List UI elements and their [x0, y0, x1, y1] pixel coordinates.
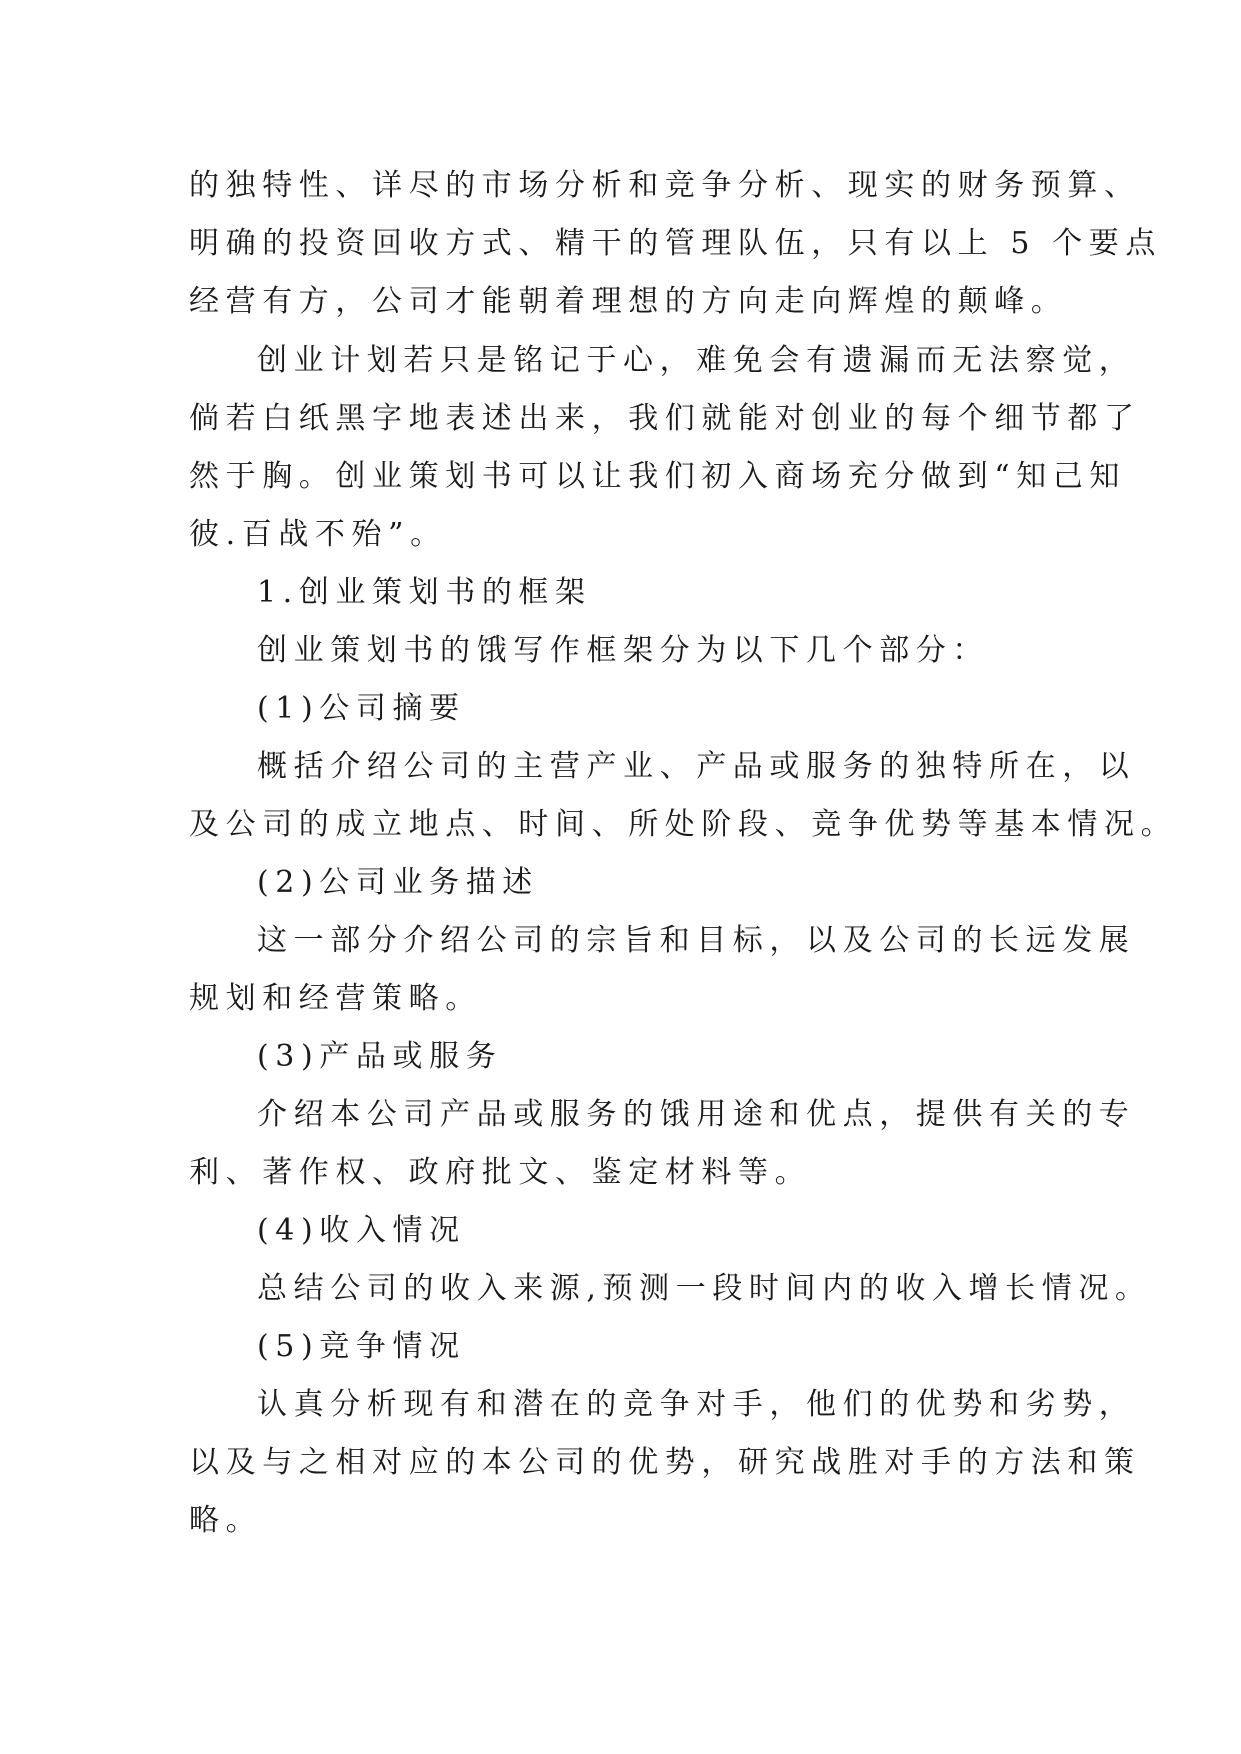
- text-line: 彼.百战不殆”。: [189, 517, 447, 552]
- text-line: 略。: [189, 1503, 263, 1538]
- text-line: 经营有方，公司才能朝着理想的方向走向辉煌的颠峰。: [189, 284, 1068, 319]
- text-line: 然于胸。创业策划书可以让我们初入商场充分做到“知己知: [189, 459, 1126, 494]
- subsection-heading: (2)公司业务描述: [257, 865, 539, 900]
- paragraph-start-line: 认真分析现有和潜在的竞争对手，他们的优势和劣势，: [257, 1387, 1136, 1422]
- subsection-heading: (4)收入情况: [257, 1213, 466, 1248]
- paragraph-start-line: 介绍本公司产品或服务的饿用途和优点，提供有关的专: [257, 1097, 1136, 1132]
- text-line: 以及与之相对应的本公司的优势，研究战胜对手的方法和策: [189, 1445, 1141, 1480]
- subsection-heading: (5)竞争情况: [257, 1329, 466, 1364]
- paragraph-start-line: 创业策划书的饿写作框架分为以下几个部分：: [257, 633, 989, 668]
- text-line: 明确的投资回收方式、精干的管理队伍，只有以上 5 个要点: [189, 226, 1162, 261]
- text-line: 的独特性、详尽的市场分析和竞争分析、现实的财务预算、: [189, 168, 1141, 203]
- text-line: 规划和经营策略。: [189, 981, 482, 1016]
- paragraph-start-line: 概括介绍公司的主营产业、产品或服务的独特所在，以: [257, 749, 1136, 784]
- paragraph-start-line: 总结公司的收入来源,预测一段时间内的收入增长情况。: [257, 1271, 1152, 1306]
- text-line: 利、著作权、政府批文、鉴定材料等。: [189, 1155, 812, 1190]
- subsection-heading: (3)产品或服务: [257, 1039, 503, 1074]
- paragraph-start-line: 创业计划若只是铭记于心，难免会有遗漏而无法察觉，: [257, 343, 1136, 378]
- text-line: 及公司的成立地点、时间、所处阶段、竞争优势等基本情况。: [189, 807, 1178, 842]
- text-line: 倘若白纸黑字地表述出来，我们就能对创业的每个细节都了: [189, 401, 1141, 436]
- paragraph-start-line: 这一部分介绍公司的宗旨和目标，以及公司的长远发展: [257, 923, 1136, 958]
- section-heading: 1.创业策划书的框架: [257, 575, 592, 610]
- subsection-heading: (1)公司摘要: [257, 691, 466, 726]
